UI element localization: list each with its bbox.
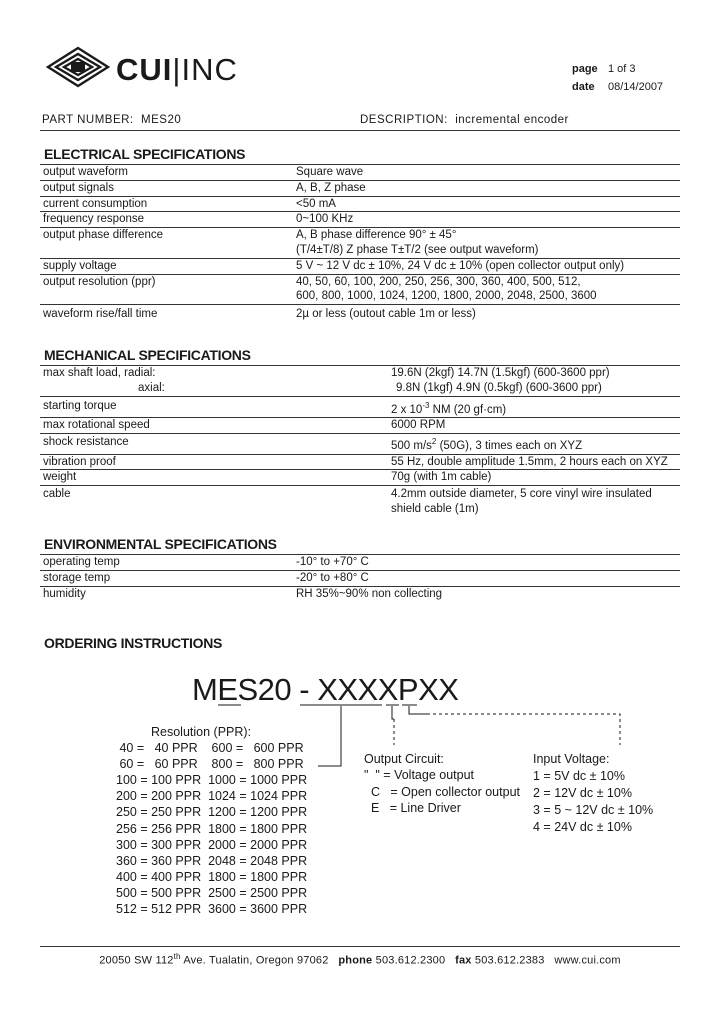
torque-pre: 2 x 10 [391,403,423,416]
spec-label: humidity [40,586,293,601]
resolution-row: 40 = 40 PPR 600 = 600 PPR [116,741,304,756]
shock-sup: 2 [431,437,437,447]
input-voltage-row: 4 = 24V dc ± 10% [533,820,632,834]
spec-label: shock resistance [43,436,129,449]
footer-address-pre: 20050 SW 112 [99,954,174,967]
spec-value: 4.2mm outside diameter, 5 core vinyl wire insulated shield cable (1m) [388,486,680,517]
torque-sup: -3 [422,400,430,410]
spec-value: (T/4±T/8) Z phase T±T/2 (see output waveform) [293,243,680,258]
resolution-title: Resolution (PPR): [151,725,252,739]
spec-label: cable [40,486,388,517]
spec-value: 6000 RPM [388,418,680,434]
electrical-title: ELECTRICAL SPECIFICATIONS [44,146,246,162]
spec-value: -20° to +80° C [296,571,369,584]
spec-label: waveform rise/fall time [43,308,158,321]
spec-value: 600, 800, 1000, 1024, 1200, 1800, 2000, 2048, 2500, 3600 [293,289,680,304]
footer [0,952,720,967]
resolution-row: 360 = 360 PPR 2048 = 2048 PPR [116,853,308,868]
input-voltage-row: 2 = 12V dc ± 10% [533,786,632,800]
torque-post: NM (20 gf·cm) [429,403,507,416]
resolution-connector [318,706,341,766]
shock-post: (50G), 3 times each on XYZ [436,439,583,452]
ordering-title: ORDERING INSTRUCTIONS [44,635,223,651]
resolution-row: 400 = 400 PPR 1800 = 1800 PPR [116,869,308,884]
footer-divider [40,946,680,947]
resolution-row: 250 = 250 PPR 1200 = 1200 PPR [116,805,308,820]
spec-value: 55 Hz, double amplitude 1.5mm, 2 hours each on XYZ [388,454,680,470]
output-circuit-title: Output Circuit: [364,752,444,766]
output-connector [392,706,394,719]
resolution-row: 200 = 200 PPR 1024 = 1024 PPR [116,789,308,804]
spec-label: frequency response [43,213,145,226]
spec-value: 40, 50, 60, 100, 200, 250, 256, 300, 360, 400, 500, 512, [296,275,581,288]
spec-value: RH 35%~90% non collecting [293,586,680,601]
environmental-title: ENVIRONMENTAL SPECIFICATIONS [44,536,277,552]
mechanical-title: MECHANICAL SPECIFICATIONS [44,347,251,363]
shock-pre: 500 m/s [391,439,432,452]
spec-label: operating temp [40,555,293,571]
spec-value: A, B, Z phase [296,181,366,194]
output-circuit-list [364,751,520,817]
description-value: incremental encoder [455,114,569,126]
output-circuit-row: E = Line Driver [364,801,461,816]
input-voltage-row: 1 = 5V dc ± 10% [533,769,625,783]
website-link[interactable]: www.cui.com [554,954,621,967]
spec-label: supply voltage [40,258,293,274]
output-circuit-row: " " = Voltage output [364,768,474,783]
resolution-row: 512 = 512 PPR 3600 = 3600 PPR [116,902,308,917]
date-label: date [572,81,595,93]
spec-label: axial: [40,381,388,396]
spec-label: output resolution (ppr) [43,275,156,288]
resolution-row: 60 = 60 PPR 800 = 800 PPR [116,757,304,772]
spec-label: max rotational speed [40,418,388,434]
voltage-connector [409,706,427,714]
output-circuit-row: C = Open collector output [364,784,520,799]
spec-value: 5 V ~ 12 V dc ± 10%, 24 V dc ± 10% (open collector output only) [293,258,680,274]
spec-label: max shaft load, radial: [40,366,388,381]
phone-number: 503.612.2300 [375,954,446,967]
spec-label: current consumption [40,196,293,212]
fax-label: fax [455,954,472,967]
page-value: 1 of 3 [608,63,636,75]
phone-label: phone [338,954,373,967]
part-number-value: MES20 [141,114,182,126]
description-label: DESCRIPTION: [360,114,448,126]
date-value: 08/14/2007 [608,81,664,93]
spec-label: weight [43,471,77,484]
spec-label: output signals [43,181,114,194]
input-voltage-row: 3 = 5 ~ 12V dc ± 10% [533,803,654,817]
resolution-row: 256 = 256 PPR 1800 = 1800 PPR [116,821,308,836]
spec-value: -10° to +70° C [293,555,680,571]
spec-label: output waveform [40,165,293,181]
input-voltage-list [533,751,653,836]
input-voltage-title: Input Voltage: [533,752,610,766]
spec-value: A, B phase difference 90° ± 45° [293,228,680,243]
spec-value: 19.6N (2kgf) 14.7N (1.5kgf) (600-3600 ppr) [388,366,680,381]
spec-value: Square wave [293,165,680,181]
spec-value: <50 mA [293,196,680,212]
voltage-dashed-connector [427,714,620,745]
fax-number: 503.612.2383 [474,954,545,967]
resolution-row: 300 = 300 PPR 2000 = 2000 PPR [116,837,308,852]
page-label: page [572,63,598,75]
spec-value: 70g (with 1m cable) [391,471,492,484]
spec-value: 0~100 KHz [296,213,354,226]
company-bar: | [172,52,182,87]
footer-address-sup: th [173,952,181,961]
resolution-row: 500 = 500 PPR 2500 = 2500 PPR [116,885,308,900]
spec-label: storage temp [43,571,111,584]
company-rest: INC [181,52,238,87]
spec-label: vibration proof [40,454,388,470]
resolution-row: 100 = 100 PPR 1000 = 1000 PPR [116,773,308,788]
spec-value: 2µ or less (outout cable 1m or less) [296,308,476,321]
company-bold: CUI [116,52,173,87]
spec-label: output phase difference [40,228,293,243]
spec-value: 9.8N (1kgf) 4.9N (0.5kgf) (600-3600 ppr) [388,381,680,396]
part-number-label: PART NUMBER: [42,114,134,126]
spec-label: starting torque [43,399,117,412]
footer-address-post: Ave. Tualatin, Oregon 97062 [180,954,329,967]
ordering-code: MES20 - XXXXPXX [192,672,459,707]
resolution-list [116,724,307,917]
